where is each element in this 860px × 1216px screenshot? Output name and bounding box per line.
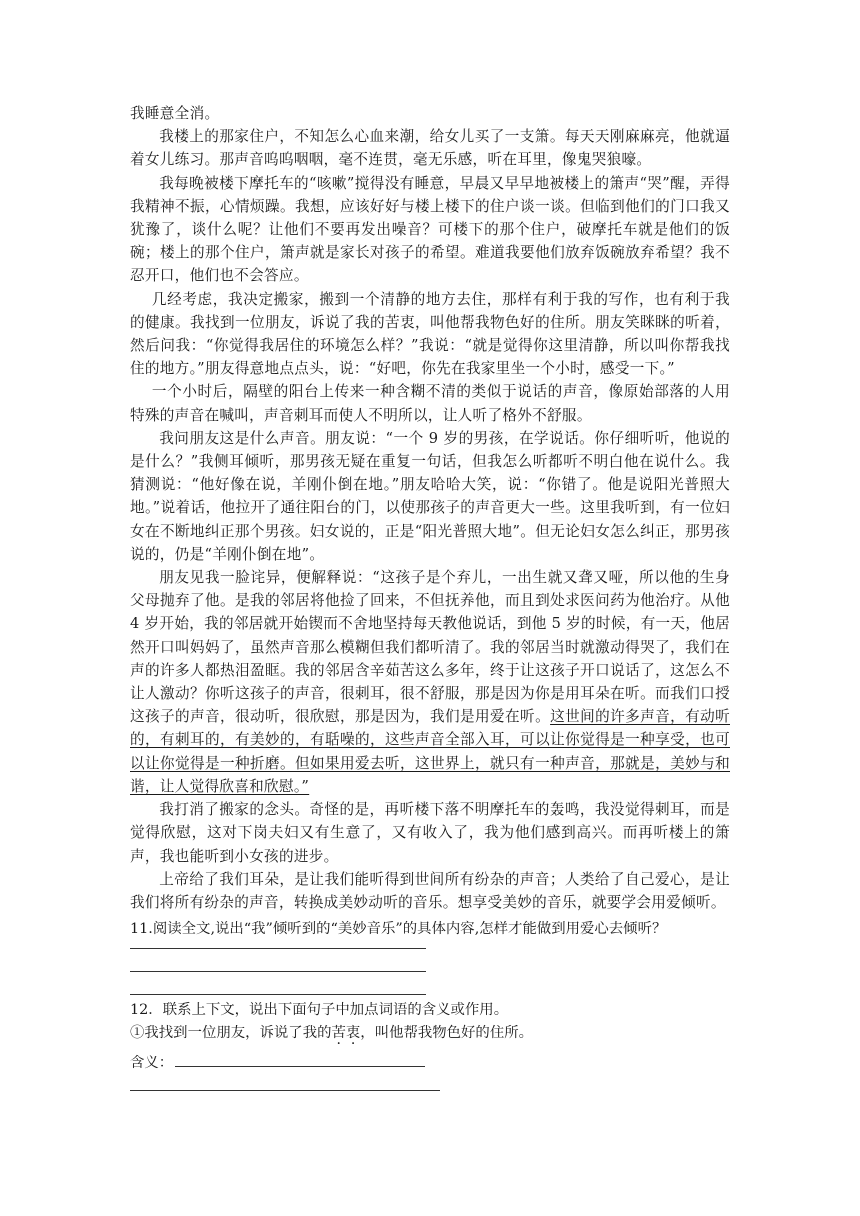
question-11: 11.阅读全文,说出“我”倾听到的“美妙音乐”的具体内容,怎样才能做到用爱心去倾听？ (130, 921, 667, 937)
answer-line-3[interactable] (130, 994, 426, 995)
paragraph-9: 上帝给了我们耳朵，是让我们能听得到世间所有纷杂的声音；人类给了自己爱心，是让我们将所有纷杂的声音，转换成美妙动听的音乐。想享受美妙的音乐，就要学会用爱倾听。 (130, 870, 730, 911)
answer-line-1[interactable] (130, 948, 426, 949)
answer-line-4[interactable] (130, 1090, 440, 1091)
dotted-char-2: 衷 (345, 1025, 361, 1041)
question-12-sentence (130, 1022, 750, 1044)
paragraph-1: 我睡意全消。 (130, 105, 220, 122)
meaning-row (130, 1052, 750, 1074)
paragraph-7 (130, 566, 730, 798)
paragraph-7-text: 朋友见我一脸诧异，便解释说：“这孩子是个弃儿，一出生就又聋又哑，所以他的生身父母抛弃了他。是我的邻居将他捡了回来，不但抚养他，而且到处求医问药为他治疗。从他 4 岁开始，我的邻居就开始锲而不舍地坚持每天教他说话，到他 5 岁的时候，有一天，他居然开口叫妈妈了，虽然声音那么模糊但我们都听清了。我的邻居当时就激动得哭了，我们在声的许多人都热泪盈眶。我的邻居含辛茹苦这么多年，终于让这孩子开口说话了，这怎么不让人激动？你听这孩子的声音，很刺耳，很不舒服，那是因为你是用耳朵在听。而我们口授这孩子的声音，很动听，很欣慰，那是因为，我们是用爱在听。 (130, 569, 730, 726)
paragraph-5: 一个小时后，隔壁的阳台上传来一种含糊不清的类似于说话的声音，像原始部落的人用特殊的声音在喊叫，声音刺耳而使人不明所以，让人听了格外不舒服。 (130, 383, 730, 424)
meaning-label: 含义： (130, 1055, 174, 1071)
answer-line-2[interactable] (130, 971, 426, 972)
paragraph-8: 我打消了搬家的念头。奇怪的是，再听楼下落不明摩托车的轰鸣，我没觉得刺耳，而是觉得欣慰，这对下岗夫妇又有生意了，又有收入了，我为他们感到高兴。而再听楼上的箫声，我也能听到小女孩的进步。 (130, 801, 730, 865)
paragraph-3: 我每晚被楼下摩托车的“咳嗽”搅得没有睡意，早晨又早早地被楼上的箫声“哭”醒，弄得我精神不振，心情烦躁。我想，应该好好与楼上楼下的住户谈一谈。但临到他们的门口我又犹豫了，谈什么呢？让他们不要再发出噪音？可楼下的那个住户，破摩托车就是他们的饭碗；楼上的那个住户，箫声就是家长对孩子的希望。难道我要他们放弃饭碗放弃希望？我不忍开口，他们也不会答应。 (130, 174, 730, 285)
sentence-end: ，叫他帮我物色好的住所。 (360, 1025, 533, 1041)
paragraph-4: 几经考虑，我决定搬家，搬到一个清静的地方去住，那样有利于我的写作，也有利于我的健康。我找到一位朋友，诉说了我的苦衷，叫他帮我物色好的住所。朋友笑眯眯的听着，然后问我：“你觉得我居住的环境怎么样？”我说：“就是觉得你这里清静，所以叫你帮我找住的地方。”朋友得意地点点头，说：“好吧，你先在我家里坐一个小时，感受一下。” (130, 290, 730, 378)
question-12: 12．联系上下文，说出下面句子中加点词语的含义或作用。 (130, 1002, 509, 1018)
questions-section (130, 918, 750, 1091)
meaning-answer-line[interactable] (175, 1065, 425, 1067)
underlined-sentence: 这世间的许多声音，有动听的，有刺耳的，有美妙的，有聒噪的，这些声音全部入耳，可以让你觉得是一种享受，也可以让你觉得是一种折磨。但如果用爱去听，这世界上，就只有一种声音，那就是，美妙与和谐，让人觉得欣喜和欣慰。” (130, 708, 730, 795)
paragraph-2: 我楼上的那家住户，不知怎么心血来潮，给女儿买了一支箫。每天天刚麻麻亮，他就逼着女儿练习。那声音呜呜咽咽，毫不连贯，毫无乐感，听在耳里，像鬼哭狼嚎。 (130, 128, 730, 169)
paragraph-6: 我问朋友这是什么声音。朋友说：“一个 9 岁的男孩，在学说话。你仔细听听，他说的是什么？”我侧耳倾听，那男孩无疑在重复一句话，但我怎么听都听不明白他在说什么。我猜测说：“他好像在说，羊刚仆倒在地。”朋友哈哈大笑，说：“你错了。他是说阳光普照大地。”说着话，他拉开了通往阳台的门，以使那孩子的声音更大一些。这里我听到，有一位妇女在不断地纠正那个男孩。妇女说的，正是“阳光普照大地”。但无论妇女怎么纠正，那男孩说的，仍是“羊刚仆倒在地”。 (130, 429, 730, 563)
sentence-start: ①我找到一位朋友，诉说了我的 (130, 1025, 332, 1041)
dotted-char-1: 苦 (331, 1025, 346, 1041)
reading-passage (130, 102, 730, 914)
